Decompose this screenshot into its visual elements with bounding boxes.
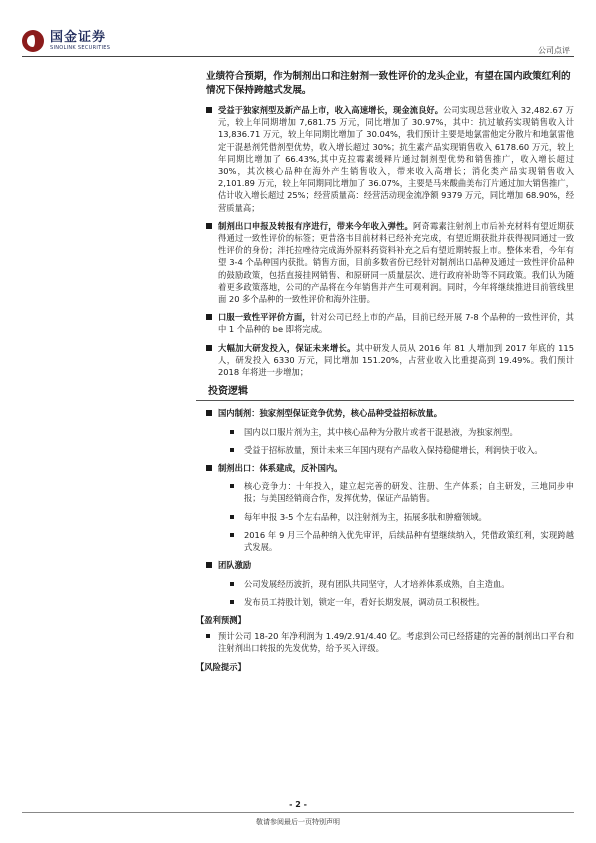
square-bullet-icon xyxy=(206,107,212,113)
small-square-bullet-icon xyxy=(230,582,234,586)
group-heading-text: 团队激励 xyxy=(218,560,252,571)
square-bullet-icon xyxy=(206,410,212,416)
small-square-bullet-icon xyxy=(230,430,234,434)
footer-disclaimer: 敬请参阅最后一页特别声明 xyxy=(256,818,340,826)
square-bullet-icon xyxy=(206,223,212,229)
paragraph-text: 公司实现总营业收入 32,482.67 万元，较上年同期增加 7,681.75 万元，同比增加了 30.97%，其中：抗过敏药实现销售收入计 13,836.71 万元，较上年同期比增加了 30.04%，我们预计主要是地氯雷他定分散片和地氯雷他定干混悬剂凭借剂型优势，收入增长超过 30%；抗生素产品实现销售收入 6178.60 万元，较上年同期比增加了 66.43%,其中克拉霉素缓释片通过制剂型优势和销售推广，收入增长超过 30%，其次核心品种在海外产生销售收入，带来收入高增长；消化类产品实现销售收入 2,101.89 万元，较上年同期同比增加了 36.07%，主要是马来酸曲美布汀片通过加大销售推广，估计收入增长超过 25%；经营质量高：经营活动现金流净额 9379 万元，同比增加 68.90%，经营质量高； xyxy=(218,105,574,213)
report-type-label: 公司点评 xyxy=(538,46,570,55)
list-item-text: 每年申报 3-5 个左右品种，以注射剂为主，拓展多肽和肿瘤领域。 xyxy=(244,511,487,522)
paragraph-text: 其中研发人员从 2016 年 81 人增加到 2017 年底的 115 人，研发投入 6330 万元，同比增加 151.20%，占营业收入比重提高到 19.49%。我们预计 2018 年将进一步增加； xyxy=(218,342,574,378)
square-bullet-icon xyxy=(206,345,212,351)
paragraph-text: 阿奇霉素注射剂上市后补充材料有望近期获得通过一致性评价的标签；更昔洛韦目前材料已经补充完成，有望近期获批并获得视同通过一致性评价的身份；泮托拉唑待完成海外原料药资料补充之后有望近期转报上市。整体来看，今年有望 3-4 个品种国内获批。销售方面，目前多数省份已经针对制剂出口品种及通过一致性评价品种的鼓励政策，包括直接挂网销售、和原研同一质量层次、进行政府补助等不同政策。我们认为随着更多政策落地，公司的产品将在今年销售并产生可观利润。同时，今年将继续推进目前管线里面 20 多个品种的一致性评价和海外注册。 xyxy=(218,220,574,305)
small-square-bullet-icon xyxy=(230,600,234,604)
square-bullet-icon xyxy=(206,314,212,320)
square-bullet-icon xyxy=(206,562,212,568)
risk-warning-heading: 【风险提示】 xyxy=(196,661,246,672)
paragraph-rd-investment xyxy=(196,342,574,379)
square-bullet-icon xyxy=(206,465,212,471)
paragraph-oral-consistency xyxy=(196,311,574,335)
group-export-heading xyxy=(196,462,574,474)
paragraph-lead: 制剂出口申报及转报有序进行，带来今年收入弹性。 xyxy=(218,220,414,231)
logo-mark-icon xyxy=(22,30,44,52)
small-square-bullet-icon xyxy=(230,533,234,537)
list-item-text: 2016 年 9 月三个品种纳入优先审评，后续品种有望继续纳入，凭借政策红利，实现跨越式发展。 xyxy=(244,529,574,553)
small-square-bullet-icon xyxy=(230,484,234,488)
list-item xyxy=(196,511,574,523)
list-item xyxy=(196,444,574,456)
list-item-text: 核心竞争力：十年投入，建立起完善的研发、注册、生产体系；自主研发，三地同步申报；与美国经销商合作，发挥优势，保证产品销售。 xyxy=(244,481,574,504)
list-item-text: 公司发展经历波折，现有团队共同坚守，人才培养体系成熟，自主造血。 xyxy=(244,578,510,589)
paragraph-lead: 大幅加大研发投入，保证未来增长。 xyxy=(218,342,356,353)
paragraph-lead: 口服一致性平评价方面， xyxy=(218,312,311,323)
group-team-heading xyxy=(196,559,574,571)
list-item-text: 国内以口服片剂为主，其中核心品种为分散片或者干混悬液，为独家剂型。 xyxy=(244,426,518,437)
company-logo xyxy=(22,30,110,52)
list-item xyxy=(196,529,574,553)
page-number: - 2 - xyxy=(289,800,307,809)
paragraph-export-filing xyxy=(196,220,574,305)
list-item xyxy=(196,596,574,608)
paragraph-lead: 受益于独家剂型及新产品上市，收入高速增长，现金流良好。 xyxy=(218,105,444,115)
profit-forecast-heading: 【盈利预测】 xyxy=(196,614,246,625)
investment-logic-title: 投资逻辑 xyxy=(208,386,248,398)
logo-english-name: SINOLINK SECURITIES xyxy=(50,45,111,51)
group-heading-text: 国内制剂：独家剂型保证竞争优势，核心品种受益招标放量。 xyxy=(218,408,443,419)
list-item xyxy=(196,426,574,438)
list-item-text: 发布员工持股计划，锁定一年，看好长期发展，调动员工积极性。 xyxy=(244,596,485,607)
group-domestic-heading xyxy=(196,407,574,419)
small-square-bullet-icon xyxy=(206,634,210,638)
list-item xyxy=(196,578,574,590)
report-headline: 业绩符合预期，作为制剂出口和注射剂一致性评价的龙头企业，有望在国内政策红利的情况下保持跨越式发展。 xyxy=(206,71,571,96)
list-item xyxy=(196,480,574,504)
section-divider xyxy=(196,400,574,401)
report-body xyxy=(196,70,574,677)
logo-chinese-name: 国金证券 xyxy=(50,30,107,45)
paragraph-text: 针对公司已经上市的产品，目前已经开展 7-8 个品种的一致性评价，其中 1 个品种的 be 即将完成。 xyxy=(218,312,574,335)
paragraph-revenue-growth xyxy=(196,104,574,214)
small-square-bullet-icon xyxy=(230,515,234,519)
list-item-text: 受益于招标放量，预计未来三年国内现有产品收入保持稳健增长，利润快于收入。 xyxy=(244,444,543,455)
footer-divider xyxy=(22,812,574,813)
group-heading-text: 制剂出口：体系建成，反补国内。 xyxy=(218,463,343,474)
profit-forecast-text xyxy=(196,630,574,654)
small-square-bullet-icon xyxy=(230,448,234,452)
page-header xyxy=(0,0,596,62)
header-divider xyxy=(22,56,574,57)
profit-forecast-body: 预计公司 18-20 年净利润为 1.49/2.91/4.40 亿。考虑到公司已经搭建的完善的制剂出口平台和注射剂出口转报的先发优势，给予买入评级。 xyxy=(218,631,574,654)
